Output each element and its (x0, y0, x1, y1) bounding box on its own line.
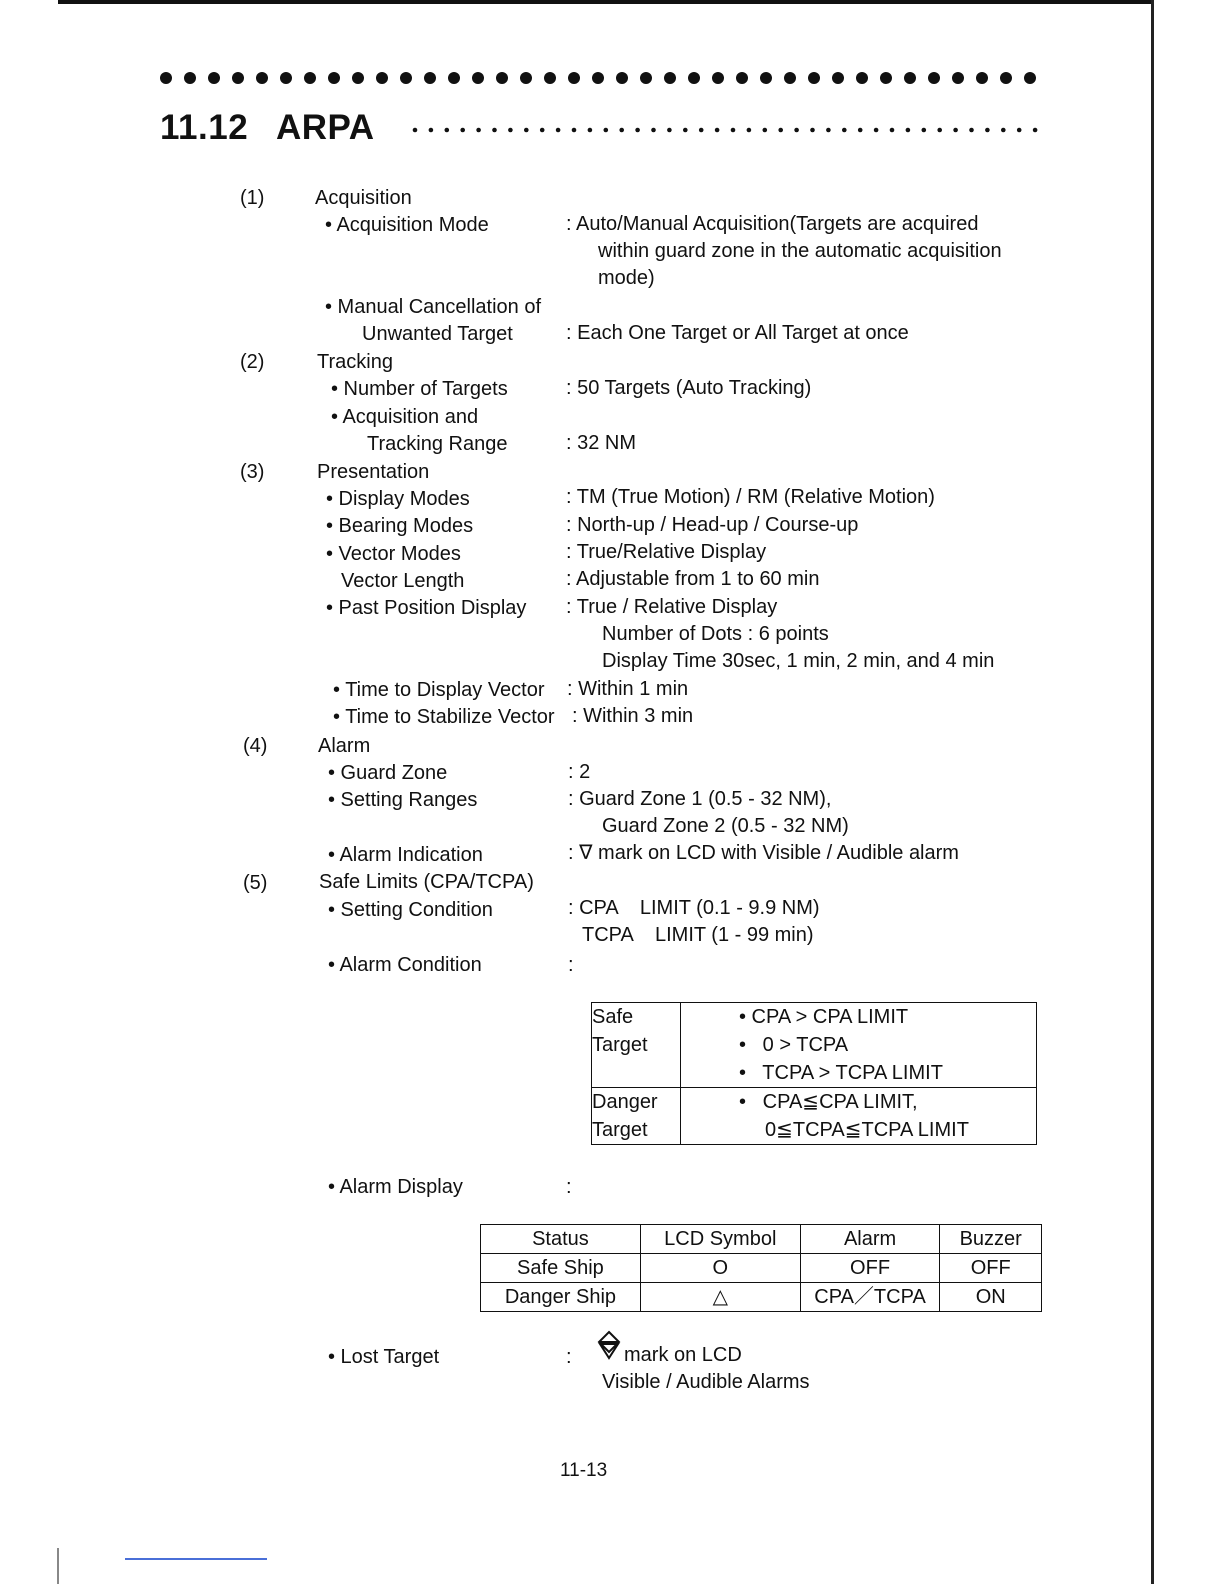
header-dot (880, 72, 892, 84)
spec-label: • Setting Ranges (328, 789, 478, 811)
leader-dot (715, 128, 720, 133)
leader-dot (619, 128, 624, 133)
spec-value: : 32 NM (566, 432, 637, 454)
header-dot (424, 72, 436, 84)
table-cell: ON (940, 1283, 1042, 1312)
header-dot (832, 72, 844, 84)
leader-dot (890, 128, 895, 133)
section-name: ARPA (276, 108, 375, 147)
leader-dot (540, 128, 545, 133)
header-dot (544, 72, 556, 84)
header-dot (928, 72, 940, 84)
item-heading: Alarm (318, 735, 371, 757)
header-dot (280, 72, 292, 84)
spec-label: Vector Length (341, 570, 465, 592)
leader-dot (731, 128, 736, 133)
leader-dot (460, 128, 465, 133)
leader-dot (588, 128, 593, 133)
table-cell (681, 1088, 1037, 1145)
leader-dot (413, 128, 418, 133)
header-dot (496, 72, 508, 84)
spec-value: Guard Zone 2 (0.5 - 32 NM) (602, 815, 849, 837)
spec-label: • Vector Modes (326, 543, 461, 565)
spec-label: • Manual Cancellation of (325, 296, 542, 318)
spec-value: Display Time 30sec, 1 min, 2 min, and 4 min (602, 650, 995, 672)
leader-dot (604, 128, 609, 133)
condition-label: Safe (592, 1006, 634, 1028)
spec-label: • Acquisition and (331, 406, 479, 428)
item-heading: Safe Limits (CPA/TCPA) (319, 871, 534, 893)
table-cell: OFF (800, 1254, 940, 1283)
header-dot (400, 72, 412, 84)
spec-value: : 50 Targets (Auto Tracking) (566, 377, 812, 399)
item-number: (3) (240, 461, 265, 483)
condition-label: Target (592, 1119, 648, 1141)
header-dot (952, 72, 964, 84)
spec-value: : CPA LIMIT (0.1 - 9.9 NM) (568, 897, 820, 919)
leader-dot (429, 128, 434, 133)
header-dot (520, 72, 532, 84)
leader-dot (667, 128, 672, 133)
table-header-row (481, 1225, 1042, 1254)
table-cell (681, 1003, 1037, 1088)
leader-dot (635, 128, 640, 133)
condition-label: Danger (592, 1091, 658, 1113)
leader-dot (826, 128, 831, 133)
header-dot (184, 72, 196, 84)
leader-dot (874, 128, 879, 133)
spec-value: : True / Relative Display (566, 596, 778, 618)
spec-value: : TM (True Motion) / RM (Relative Motion) (566, 486, 935, 508)
leader-dot (476, 128, 481, 133)
section-title (160, 108, 375, 148)
table-cell: Safe Ship (481, 1254, 641, 1283)
table-cell: OFF (940, 1254, 1042, 1283)
leader-dot (937, 128, 942, 133)
table-cell (592, 1003, 681, 1088)
item-number: (4) (243, 735, 268, 757)
leader-dot (794, 128, 799, 133)
header-dot (448, 72, 460, 84)
item-heading: Tracking (317, 351, 393, 373)
spec-value: : Within 1 min (567, 678, 689, 700)
title-dot-leader (412, 122, 1040, 132)
table-row (481, 1283, 1042, 1312)
leader-dot (985, 128, 990, 133)
spec-label: Tracking Range (367, 433, 508, 455)
spec-value: : ∇ mark on LCD with Visible / Audible alarm (568, 842, 959, 864)
table-cell: △ (640, 1283, 800, 1312)
item-number: (5) (243, 872, 268, 894)
spec-label: • Lost Target (328, 1346, 440, 1368)
page-left-border (57, 1548, 59, 1584)
header-dot (232, 72, 244, 84)
item-heading: Acquisition (315, 187, 412, 209)
scan-mark-line (125, 1558, 267, 1560)
header-dot (352, 72, 364, 84)
spec-label: • Display Modes (326, 488, 470, 510)
leader-dot (683, 128, 688, 133)
lost-target-symbol-icon (596, 1330, 622, 1360)
page-right-border (1151, 0, 1154, 1584)
leader-dot (651, 128, 656, 133)
header-dot (376, 72, 388, 84)
header-dot (568, 72, 580, 84)
leader-dot (810, 128, 815, 133)
leader-dot (508, 128, 513, 133)
header-dot (1024, 72, 1036, 84)
header-dot (256, 72, 268, 84)
leader-dot (778, 128, 783, 133)
item-number: (1) (240, 187, 265, 209)
spec-label: • Time to Display Vector (333, 679, 545, 701)
header-dot (328, 72, 340, 84)
leader-dot (1033, 128, 1038, 133)
spec-label: • Past Position Display (326, 597, 527, 619)
leader-dot (1001, 128, 1006, 133)
leader-dot (492, 128, 497, 133)
header-dot (976, 72, 988, 84)
spec-label: • Number of Targets (331, 378, 508, 400)
header-dot (592, 72, 604, 84)
header-dot (760, 72, 772, 84)
header-dot (688, 72, 700, 84)
leader-dot (969, 128, 974, 133)
spec-value: : 2 (568, 761, 591, 783)
leader-dot (524, 128, 529, 133)
header-dot (736, 72, 748, 84)
spec-value: mark on LCD (624, 1344, 742, 1366)
header-dot (784, 72, 796, 84)
column-header: Buzzer (940, 1225, 1042, 1254)
header-dot (640, 72, 652, 84)
spec-value: TCPA LIMIT (1 - 99 min) (582, 924, 814, 946)
header-dot (616, 72, 628, 84)
header-dot (664, 72, 676, 84)
spec-label: Unwanted Target (362, 323, 513, 345)
header-dot (904, 72, 916, 84)
leader-dot (445, 128, 450, 133)
spec-label: • Setting Condition (328, 899, 493, 921)
spec-value: : North-up / Head-up / Course-up (566, 514, 859, 536)
condition-label: Target (592, 1034, 648, 1056)
table-cell (592, 1088, 681, 1145)
header-dot (208, 72, 220, 84)
leader-dot (572, 128, 577, 133)
table-cell: O (640, 1254, 800, 1283)
page-number: 11-13 (560, 1460, 608, 1481)
table-row (592, 1088, 1037, 1145)
table-cell: CPA／TCPA (800, 1283, 940, 1312)
spec-value: : True/Relative Display (566, 541, 767, 563)
spec-label: • Time to Stabilize Vector (333, 706, 555, 728)
leader-dot (1017, 128, 1022, 133)
spec-label: • Acquisition Mode (325, 214, 489, 236)
section-number: 11.12 (160, 108, 249, 147)
spec-value: : Within 3 min (572, 705, 694, 727)
leader-dot (922, 128, 927, 133)
condition-text: • TCPA > TCPA LIMIT (739, 1062, 943, 1084)
leader-dot (556, 128, 561, 133)
table-cell: Danger Ship (481, 1283, 641, 1312)
header-dot (160, 72, 172, 84)
spec-value: mode) (598, 267, 655, 289)
header-dot (304, 72, 316, 84)
condition-text: • 0 > TCPA (739, 1034, 849, 1056)
leader-dot (953, 128, 958, 133)
spec-value: : Guard Zone 1 (0.5 - 32 NM), (568, 788, 832, 810)
table-row (592, 1003, 1037, 1088)
spec-label: • Guard Zone (328, 762, 448, 784)
condition-text: • CPA≦CPA LIMIT, (739, 1091, 918, 1113)
header-dot (808, 72, 820, 84)
spec-label: • Alarm Display (328, 1176, 463, 1198)
spec-colon: : (568, 954, 574, 976)
leader-dot (747, 128, 752, 133)
condition-text: • CPA > CPA LIMIT (739, 1006, 909, 1028)
column-header: LCD Symbol (640, 1225, 800, 1254)
spec-value: within guard zone in the automatic acquisition (598, 240, 1002, 262)
leader-dot (763, 128, 768, 133)
header-dot (856, 72, 868, 84)
column-header: Status (481, 1225, 641, 1254)
leader-dot (858, 128, 863, 133)
table-row (481, 1254, 1042, 1283)
spec-label: • Alarm Indication (328, 844, 483, 866)
item-heading: Presentation (317, 461, 430, 483)
header-dot-rule (160, 66, 1040, 86)
spec-colon: : (566, 1346, 572, 1368)
spec-label: • Alarm Condition (328, 954, 482, 976)
leader-dot (842, 128, 847, 133)
alarm-display-table (480, 1224, 1042, 1312)
item-number: (2) (240, 351, 265, 373)
spec-value: : Auto/Manual Acquisition(Targets are acquired (566, 213, 979, 235)
page-top-border (58, 0, 1154, 4)
header-dot (472, 72, 484, 84)
alarm-condition-table (591, 1002, 1037, 1145)
leader-dot (699, 128, 704, 133)
leader-dot (906, 128, 911, 133)
condition-text: 0≦TCPA≦TCPA LIMIT (765, 1119, 969, 1141)
header-dot (1000, 72, 1012, 84)
spec-value: Visible / Audible Alarms (602, 1371, 810, 1393)
spec-value: Number of Dots : 6 points (602, 623, 829, 645)
column-header: Alarm (800, 1225, 940, 1254)
spec-colon: : (566, 1176, 572, 1198)
spec-label: • Bearing Modes (326, 515, 474, 537)
spec-value: : Adjustable from 1 to 60 min (566, 568, 820, 590)
spec-value: : Each One Target or All Target at once (566, 322, 909, 344)
header-dot (712, 72, 724, 84)
